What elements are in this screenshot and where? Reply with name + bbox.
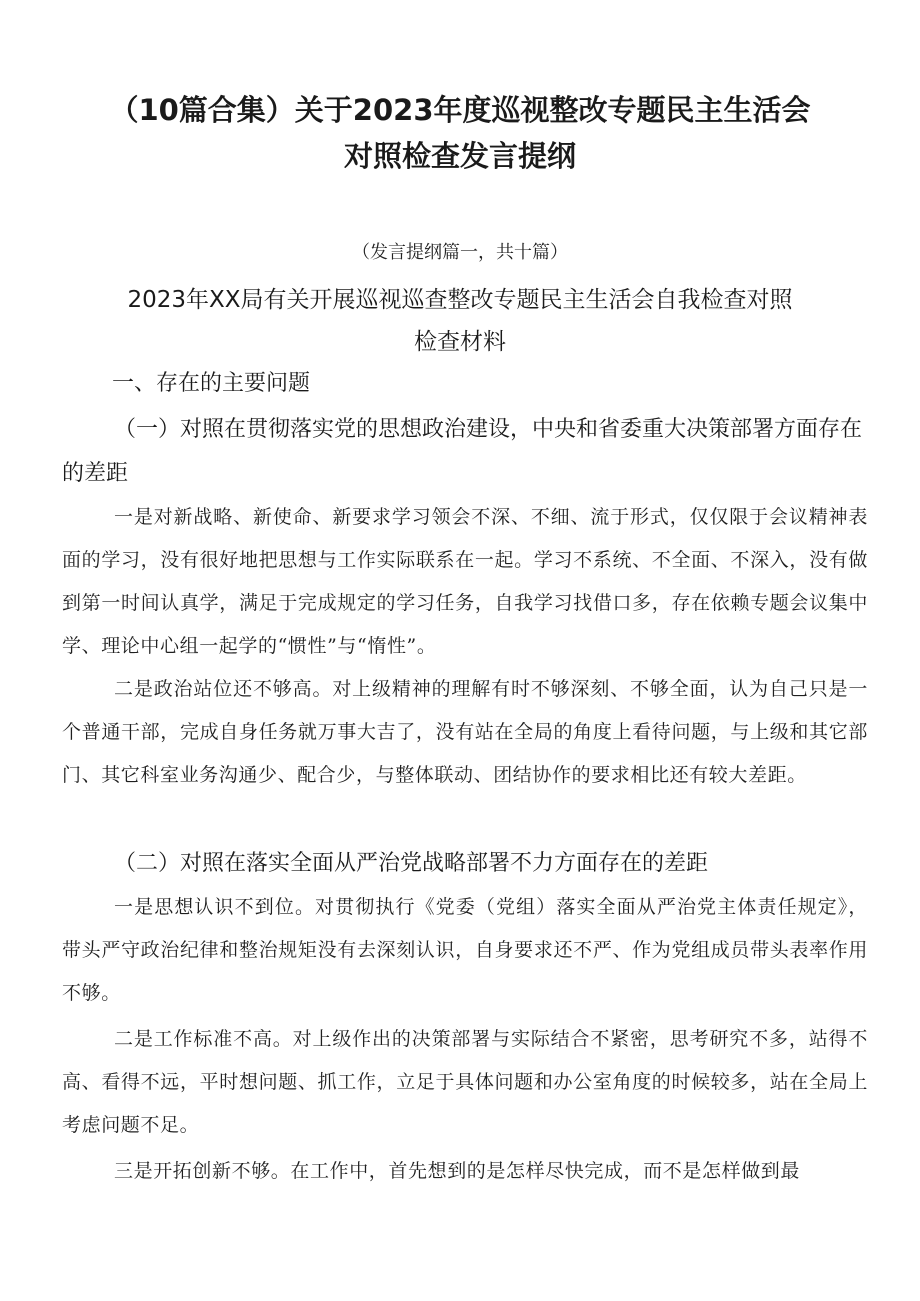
document-title-line2: 对照检查发言提纲 xyxy=(343,139,576,173)
document-subtitle-line2: 检查材料 xyxy=(414,329,506,355)
document-note: （发言提纲篇一，共十篇） xyxy=(352,242,568,263)
document-title-line1: （10篇合集）关于2023年度巡视整改专题民主生活会 xyxy=(109,93,811,127)
subsection-heading-2: （二）对照在落实全面从严治党战略部署不力方面存在的差距 xyxy=(114,851,709,876)
paragraph-1: 一是对新战略、新使命、新要求学习领会不深、不细、流于形式，仅仅限于会议精神表面的学习，没有很好地把思想与工作实际联系在一起。学习不系统、不全面、不深入，没有做到第一时间认真学，满足于完成规定的学习任务，自我学习找借口多，存在依赖专题会议集中学、理论中心组一起学的“惯性”与“惰性”。 xyxy=(62,506,868,657)
section-heading-1: 一、存在的主要问题 xyxy=(112,371,311,396)
paragraph-2: 二是政治站位还不够高。对上级精神的理解有时不够深刻、不够全面，认为自己只是一个普通干部，完成自身任务就万事大吉了，没有站在全局的角度上看待问题，与上级和其它部门、其它科室业务沟通少、配合少，与整体联动、团结协作的要求相比还有较大差距。 xyxy=(62,678,868,786)
paragraph-4: 二是工作标准不高。对上级作出的决策部署与实际结合不紧密，思考研究不多，站得不高、看得不远，平时想问题、抓工作，立足于具体问题和办公室角度的时候较多，站在全局上考虑问题不足。 xyxy=(62,1028,868,1136)
document-subtitle-line1: 2023年XX局有关开展巡视巡查整改专题民主生活会自我检查对照 xyxy=(127,287,793,313)
subsection-heading-1: （一）对照在贯彻落实党的思想政治建设，中央和省委重大决策部署方面存在的差距 xyxy=(62,417,863,486)
paragraph-3: 一是思想认识不到位。对贯彻执行《党委（党组）落实全面从严治党主体责任规定》，带头严守政治纪律和整治规矩没有去深刻认识，自身要求还不严、作为党组成员带头表率作用不够。 xyxy=(62,896,868,1004)
paragraph-5: 三是开拓创新不够。在工作中，首先想到的是怎样尽快完成，而不是怎样做到最 xyxy=(114,1160,801,1182)
